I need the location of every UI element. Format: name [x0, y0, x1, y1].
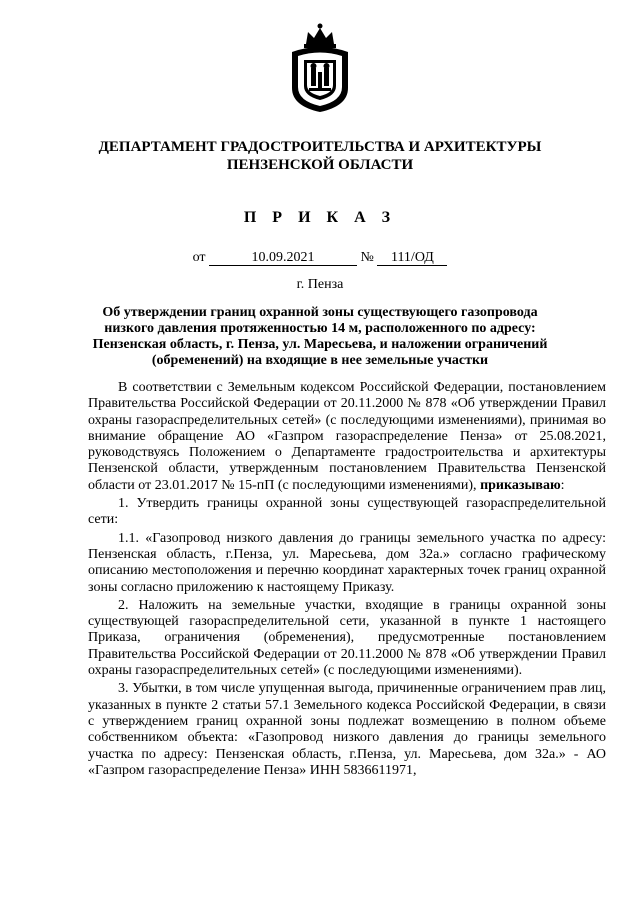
subject-line-2: низкого давления протяженностью 14 м, расположенного по адресу: [104, 321, 536, 336]
order-city: г. Пенза [296, 277, 344, 292]
item-1-1: 1.1. «Газопровод низкого давления до границы земельного участка по адресу: Пензенская область, г.Пенза, ул. Маресьева, дом 32а.» согласно графическому описанию местоположения и перечню координат характерных точек границ охранной зоны согласно приложению к настоящему Приказу. [88, 530, 606, 595]
item-1: 1. Утвердить границы охранной зоны существующей газораспределительной сети: [88, 496, 606, 528]
orders-colon: : [560, 477, 565, 493]
subject-line-1: Об утверждении границ охранной зоны существующего газопровода [102, 305, 538, 320]
item-2: 2. Наложить на земельные участки, входящие в границы охранной зоны существующей газораспределительной сети, указанной в пункте 1 настоящего Приказа, ограничения (обременения), предусмотренные постановлением Правительства Российской Федерации от 20.11.2000 № 878 «Об утверждении Правил охраны газораспределительных сетей» (с последующими изменениями). [88, 597, 606, 679]
penza-coat-of-arms-icon [284, 22, 356, 114]
preamble-paragraph [88, 380, 606, 494]
number-label: № [360, 250, 374, 265]
document-type-title: П Р И К А З [243, 209, 397, 226]
department-line-2: ПЕНЗЕНСКОЙ ОБЛАСТИ [226, 157, 414, 173]
order-subject [90, 305, 550, 369]
order-body [88, 380, 606, 781]
order-number: 111/ОД [377, 250, 447, 266]
item-3: 3. Убытки, в том числе упущенная выгода, причиненные ограничением прав лиц, указанных в пункте 2 статьи 57.1 Земельного кодекса Российской Федерации, в связи с утверждением границ охранной зоны подлежат возмещению в полном объеме собственником объекта: «Газопровод низкого давления до границы земельного участка по адресу: Пензенская область, г.Пенза, ул. Маресьева, дом 32а.» - АО «Газпром газораспределение Пенза» ИНН 5836611971, [88, 681, 606, 778]
department-line-1: ДЕПАРТАМЕНТ ГРАДОСТРОИТЕЛЬСТВА И АРХИТЕКТУРЫ [98, 139, 542, 155]
order-date: 10.09.2021 [209, 250, 357, 266]
orders-word: приказываю [480, 477, 561, 493]
order-date-number [0, 250, 640, 266]
subject-line-3: Пензенская область, г. Пенза, ул. Маресьева, и наложении ограничений [92, 337, 548, 352]
from-label: от [192, 250, 206, 265]
department-name [60, 138, 580, 174]
preamble-text: В соответствии с Земельным кодексом Российской Федерации, постановлением Правительства Российской Федерации от 20.11.2000 № 878 «Об утверждении Правил охраны газораспределительных сетей» (с последующими изменениями), принимая во внимание обращение АО «Газпром газораспределение Пенза» от 25.08.2021, руководствуясь Положением о Департаменте градостроительства и архитектуры Пензенской области, утвержденным постановлением Правительства Пензенской области от 23.01.2017 № 15-пП (с последующими изменениями), [88, 380, 606, 493]
subject-line-4: (обременений) на входящие в нее земельные участки [151, 353, 489, 368]
